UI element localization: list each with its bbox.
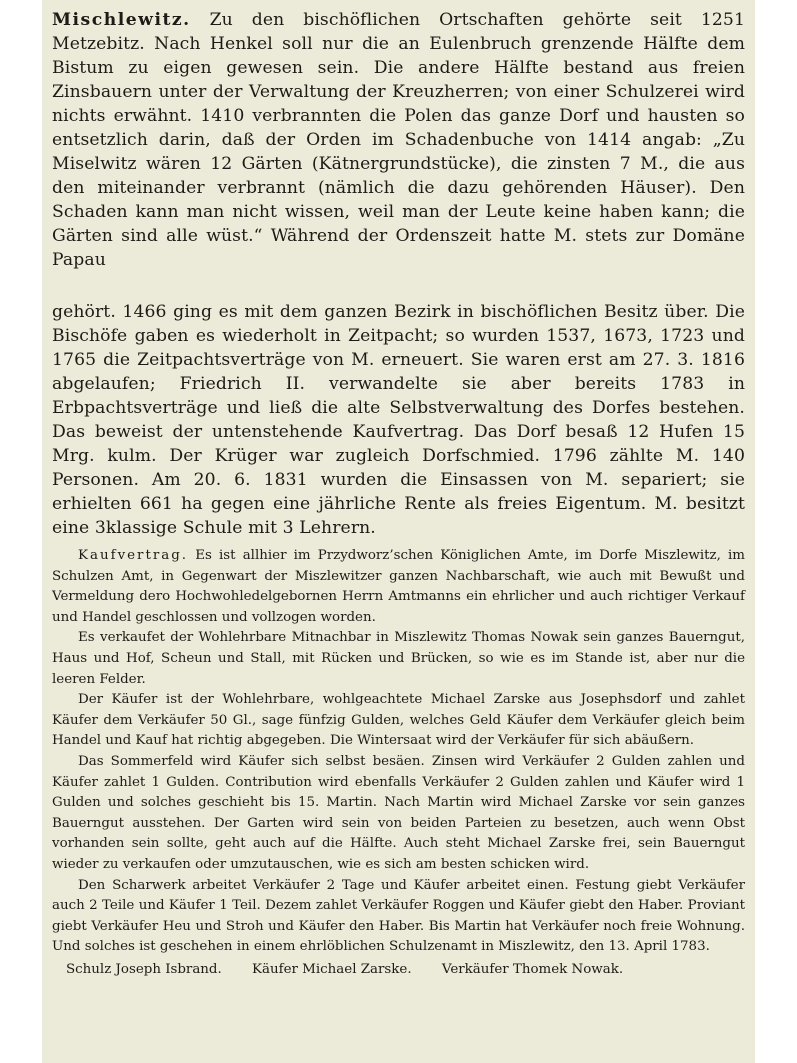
article-paragraph-1: [52, 8, 745, 294]
contract-paragraph-3: Der Käufer ist der Wohlehrbare, wohlgeachtete Michael Zarske aus Josephsdorf und zahlet Käufer dem Verkäufer 50 Gl., sage fünfzig Gulden, welches Geld Käufer dem Verkäufer gleich beim Handel und Kauf hat richtig abgegeben. Die Wintersaat wird der Verkäufer für sich abäußern.: [52, 692, 745, 749]
contract-section: [52, 546, 745, 980]
article-headword: Mischlewitz.: [52, 10, 191, 30]
contract-title: Kaufvertrag.: [78, 548, 189, 563]
document-page: [42, 0, 755, 1063]
article-paragraph-1-text: Zu den bischöflichen Ortschaften gehörte seit 1251 Metzebitz. Nach Henkel soll nur die an Eulenbruch grenzende Hälfte dem Bistum zu eigen gewesen sein. Die andere Hälfte bestand aus freien Zinsbauern unter der Verwaltung der Kreuzherren; von einer Schulzerei wird nichts erwähnt. 1410 verbrannten die Polen das ganze Dorf und hausten so entsetzlich darin, daß der Orden im Schadenbuche von 1414 angab: „Zu Miselwitz wären 12 Gärten (Kätnergrundstücke), die zinsten 7 M., die aus den miteinander verbrannt (nämlich die dazu gehörenden Häuser). Den Schaden kann man nicht wissen, weil man der Leute keine haben kann; die Gärten sind alle wüst.“ Während der Ordenszeit hatte M. stets zur Domäne Papau: [52, 10, 745, 270]
article-paragraph-2: gehört. 1466 ging es mit dem ganzen Bezirk in bischöflichen Besitz über. Die Bischöfe gaben es wiederholt in Zeitpacht; so wurden 1537, 1673, 1723 und 1765 die Zeitpachtsverträge von M. erneuert. Sie waren erst am 27. 3. 1816 abgelaufen; Friedrich II. verwandelte sie aber bereits 1783 in Erbpachtsverträge und ließ die alte Selbstverwaltung des Dorfes bestehen. Das beweist der untenstehende Kaufvertrag. Das Dorf besaß 12 Hufen 15 Mrg. kulm. Der Krüger war zugleich Dorfschmied. 1796 zählte M. 140 Personen. Am 20. 6. 1831 wurden die Einsassen von M. separiert; sie erhielten 661 ha gegen eine jährliche Rente als freies Eigentum. M. besitzt eine 3klassige Schule mit 3 Lehrern.: [52, 302, 745, 538]
contract-paragraph-4: Das Sommerfeld wird Käufer sich selbst besäen. Zinsen wird Verkäufer 2 Gulden zahlen und Käufer zahlet 1 Gulden. Contribution wird ebenfalls Verkäufer 2 Gulden zahlen und Käufer wird 1 Gulden und solches geschieht bis 15. Martin. Nach Martin wird Michael Zarske vor sein ganzes Bauerngut ausstehen. Der Garten wird sein von beiden Parteien zu besetzen, auch wenn Obst vorhanden sein sollte, geht auch auf die Hälfte. Auch steht Michael Zarske frei, sein Bauerngut wieder zu verkaufen oder umzutauschen, wie es sich am besten schicken wird.: [52, 753, 745, 872]
contract-signatures: [52, 960, 745, 980]
contract-paragraph-1-text: Es ist allhier im Przydworz’schen Königlichen Amte, im Dorfe Miszlewitz, im Schulzen Amt, in Gegenwart der Miszlewitzer ganzen Nachbarschaft, wie auch mit Bewußt und Vermeldung dero Hochwohledelgebornen Herrn Amtmanns ein ehrlicher und auch richtiger Verkauf und Handel geschlossen und vollzogen worden.: [52, 548, 745, 625]
contract-paragraph-1: [52, 546, 745, 628]
contract-paragraph-5: Den Scharwerk arbeitet Verkäufer 2 Tage und Käufer arbeitet einen. Festung giebt Verkäufer auch 2 Teile und Käufer 1 Teil. Dezem zahlet Verkäufer Roggen und Käufer giebt den Haber. Proviant giebt Verkäufer Heu und Stroh und Käufer den Haber. Bis Martin hat Verkäufer noch freie Wohnung. Und solches ist geschehen in einem ehrlöblichen Schulzenamt in Miszlewitz, den 13. April 1783.: [52, 877, 745, 955]
article-body: [52, 8, 745, 540]
signature-kaeufer: Käufer Michael Zarske.: [252, 961, 412, 977]
signature-verkaeufer: Verkäufer Thomek Nowak.: [441, 961, 624, 977]
contract-paragraph-2: Es verkaufet der Wohlehrbare Mitnachbar in Miszlewitz Thomas Nowak sein ganzes Bauerngut, Haus und Hof, Scheun und Stall, mit Rücken und Brücken, so wie es im Stande ist, aber nur die leeren Felder.: [52, 630, 745, 687]
signature-schulz: Schulz Joseph Isbrand.: [66, 961, 222, 977]
